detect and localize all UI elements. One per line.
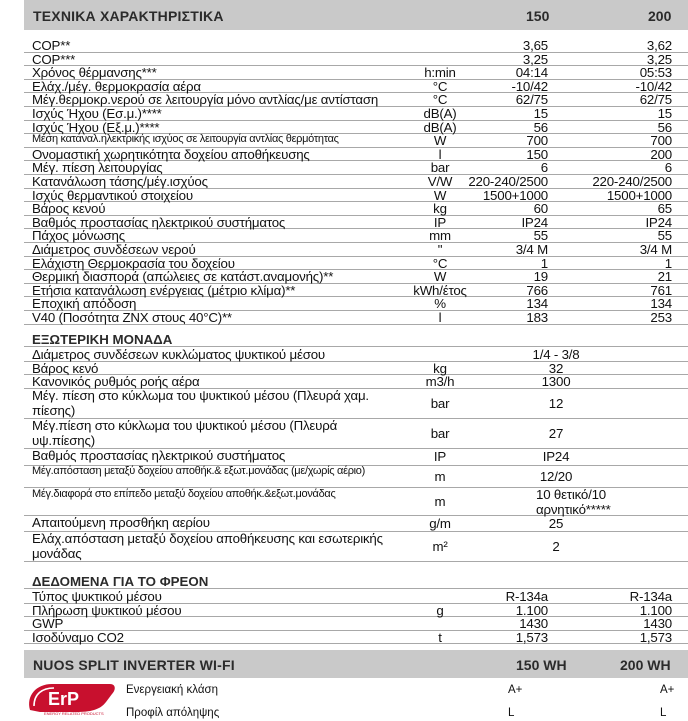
outdoor-value: 12 [548,395,564,411]
spec-value-200: 62/75 [639,92,672,108]
spec-label: Μέγ.θερμοκρ.νερού σε λειτουργία μόνο αντλίας/με αντίσταση [32,92,379,108]
outdoor-label: Απαιτούμενη προσθήκη αερίου [32,515,210,530]
section-heading-text: ΕΞΩΤΕΡΙΚΗ ΜΟΝΑΔΑ [32,332,173,347]
spec-value-150: 1 [540,255,548,271]
outdoor-label: Βάρος κενό [32,361,99,376]
outdoor-value: 25 [548,515,564,531]
spec-value-150: 62/75 [515,92,548,108]
spec-value-150: IP24 [521,214,548,230]
spec-value-150: 183 [526,310,548,325]
spec-label: Βαθμός προστασίας ηλεκτρικού συστήματος [32,214,286,230]
spec-label: COP** [32,38,71,53]
spec-label: V40 (Ποσότητα ZNX στους 40°C)** [32,310,232,325]
energy-label: Προφίλ απόληψης [126,707,220,719]
spec-row [24,160,688,175]
spec-row [24,133,688,148]
erp-logo-caption: ENERGY RELATED PRODUCTS [44,711,104,716]
spec-value-150: 220-240/2500 [468,174,548,189]
outdoor-row [24,347,688,362]
outdoor-unit: bar [430,395,450,411]
spec-value-200: 1 [664,255,672,271]
outdoor-unit: m [434,468,446,484]
spec-value-200: -10/42 [635,78,672,94]
spec-value-200: 200 [650,146,672,162]
outdoor-row [24,487,688,516]
section-heading-freon [24,572,688,589]
spec-unit: °C [432,78,448,94]
energy-label: Ενεργειακή κλάση [126,684,218,696]
spec-row [24,79,688,94]
outdoor-label: Μέγ.πίεση στο κύκλωμα του ψυκτικού μέσου (Πλευρά υψ.πίεσης) [32,418,338,448]
outdoor-row [24,361,688,375]
spec-value-200: 3/4 M [639,242,672,257]
outdoor-row [24,448,688,466]
spec-value-150: 56 [533,119,548,135]
spec-unit: dB(A) [423,119,457,135]
spec-value-150: 04:14 [515,65,548,81]
spec-row [24,201,688,216]
spec-value-200: IP24 [645,214,672,230]
freon-value-200: 1430 [643,616,672,631]
spec-unit: h:min [424,65,456,81]
spec-label: Μέγ. πίεση λειτουργίας [32,160,163,176]
freon-value-200: 1,573 [639,629,672,645]
outdoor-row [24,531,688,562]
freon-value-200: R-134a [629,589,672,604]
freon-row [24,616,688,631]
freon-row [24,589,688,604]
outdoor-label: Διάμετρος συνδέσεων κυκλώματος ψυκτικού μέσου [32,347,325,362]
energy-value-150: L [508,707,515,719]
spec-value-150: 150 [526,146,548,162]
spec-value-200: 3,25 [646,51,672,67]
freon-value-150: 1430 [519,616,548,631]
spec-row [24,269,688,284]
spec-value-200: 55 [657,228,672,244]
freon-label: Ισοδύναμο CO2 [32,629,124,645]
spec-unit: °C [432,92,448,108]
spec-value-150: 55 [533,228,548,244]
outdoor-unit: m² [432,538,448,554]
section-heading-text: ΔΕΔΟΜΕΝΑ ΓΙΑ ΤΟ ΦΡΕΟΝ [32,574,209,589]
spec-value-200: 21 [657,269,672,285]
outdoor-row [24,388,688,419]
outdoor-value: 1/4 - 3/8 [532,347,580,362]
freon-unit: t [438,629,442,645]
outdoor-value: 27 [548,425,564,441]
spec-label: Ισχύς θερμαντικού στοιχείου [32,187,193,203]
outdoor-row [24,374,688,389]
freon-unit: g [436,602,444,618]
spec-value-150: 3,25 [522,51,548,67]
spec-value-150: 3,65 [522,38,548,53]
spec-row [24,188,688,203]
outdoor-value: 1300 [541,374,571,389]
spec-value-150: 6 [540,160,548,176]
spec-value-150: 1500+1000 [482,187,548,203]
spec-value-150: 3/4 M [515,242,548,257]
outdoor-value: 32 [548,361,564,376]
spec-value-200: 220-240/2500 [592,174,672,189]
spec-label: Ελάχιστη Θερμοκρασία του δοχείου [32,255,235,271]
outdoor-unit: m [434,493,446,509]
spec-unit: " [437,242,443,257]
freon-label: GWP [32,616,64,631]
spec-unit: W [433,187,447,203]
outdoor-value: 10 θετικό/10 αρνητικό***** [536,487,611,517]
spec-unit: °C [432,255,448,271]
spec-label: Ελάχ./μέγ. θερμοκρασία αέρα [32,78,201,94]
spec-row [24,147,688,162]
spec-unit: V/W [427,174,453,189]
freon-value-150: 1.100 [515,602,548,618]
spec-value-200: 65 [657,201,672,217]
outdoor-value: IP24 [542,449,570,464]
column-header-150: 150 [526,8,550,24]
spec-unit: mm [429,228,451,244]
model-bar [24,650,688,678]
outdoor-label: Κανονικός ρυθμός ροής αέρα [32,374,200,389]
spec-row [24,228,688,243]
energy-value-150: A+ [508,684,523,696]
freon-row [24,630,688,645]
spec-row [24,283,688,298]
spec-label: Μέση καταναλ.ηλεκτρικής ισχύος σε λειτουργία αντλίας θερμότητας [32,133,339,146]
outdoor-value: 2 [552,538,560,554]
model-col2: 200 WH [620,657,671,673]
spec-label: Βάρος κενού [32,201,106,217]
section-title: ΤΕΧΝΙΚΑ ΧΑΡΑΚΤΗΡΙΣΤΙΚΑ [33,8,224,24]
spec-row [24,296,688,311]
outdoor-label: Μέγ.απόσταση μεταξύ δοχείου αποθήκ.& εξωτ.μονάδας (με/χωρίς αέριο) [32,465,365,477]
spec-label: Διάμετρος συνδέσεων νερού [32,242,196,257]
spec-label: Ισχύς Ήχου (Εξ.μ.)**** [32,119,160,135]
outdoor-row [24,418,688,449]
erp-logo [26,680,118,716]
erp-logo-text: ErP [48,689,80,709]
spec-value-150: 19 [533,269,548,285]
spec-value-150: 766 [526,282,548,298]
spec-value-200: 134 [650,296,672,312]
spec-row [24,174,688,189]
spec-unit: dB(A) [423,106,457,121]
spec-row [24,310,688,325]
outdoor-unit: g/m [429,515,451,531]
outdoor-row [24,465,688,488]
spec-label: Χρόνος θέρμανσης*** [32,65,157,81]
spec-label: Ισχύς Ήχου (Εσ.μ.)**** [32,106,162,121]
spec-unit: l [438,310,442,325]
spec-label: Εποχική απόδοση [32,296,137,312]
spec-value-200: 3,62 [646,38,672,53]
spec-unit: W [433,133,447,149]
spec-value-200: 05:53 [639,65,672,81]
spec-row [24,38,688,53]
spec-row [24,65,688,80]
spec-label: Πάχος μόνωσης [32,228,125,244]
spec-unit: % [434,296,446,312]
spec-value-150: 700 [526,133,548,149]
column-header-200: 200 [648,8,672,24]
outdoor-row [24,515,688,532]
spec-unit: IP [433,214,447,230]
spec-value-200: 6 [664,160,672,176]
spec-value-150: 60 [533,201,548,217]
outdoor-label: Μέγ. πίεση στο κύκλωμα του ψυκτικού μέσου (Πλευρά χαμ. πίεσης) [32,388,369,418]
freon-row [24,603,688,618]
freon-value-150: R-134a [505,589,548,604]
spec-label: Ετήσια κατανάλωση ενέργειας (μέτριο κλίμα)** [32,282,296,298]
outdoor-unit: IP [433,449,447,464]
energy-row [120,682,688,698]
spec-unit: kg [433,201,447,217]
spec-row [24,256,688,271]
model-title: NUOS SPLIT INVERTER WI-FI [33,657,235,673]
energy-value-200: A+ [660,684,675,696]
spec-row [24,120,688,135]
spec-value-200: 15 [657,106,672,121]
outdoor-unit: bar [430,425,450,441]
header-bar [24,0,688,30]
spec-value-150: 15 [533,106,548,121]
outdoor-value: 12/20 [539,468,573,484]
spec-label: COP*** [32,51,76,67]
spec-row [24,215,688,230]
freon-value-150: 1,573 [515,629,548,645]
outdoor-label: Μέγ.διαφορά στο επίπεδο μεταξύ δοχείου αποθήκ.&εξωτ.μονάδας [32,488,336,500]
spec-unit: bar [430,160,450,176]
spec-unit: kWh/έτος [413,282,467,298]
spec-value-200: 1500+1000 [606,187,672,203]
spec-value-150: -10/42 [511,78,548,94]
model-col1: 150 WH [516,657,567,673]
spec-row [24,106,688,121]
spec-label: Θερμική διασπορά (απώλειες σε κατάστ.αναμονής)** [32,269,334,285]
spec-value-200: 700 [650,133,672,149]
outdoor-label: Ελάχ.απόσταση μεταξύ δοχείου αποθήκευσης και εσωτερικής μονάδας [32,531,383,561]
spec-value-200: 761 [650,282,672,298]
spec-row [24,92,688,107]
outdoor-unit: kg [433,361,447,376]
spec-value-200: 56 [657,119,672,135]
freon-value-200: 1.100 [639,602,672,618]
spec-value-200: 253 [650,310,672,325]
outdoor-label: Βαθμός προστασίας ηλεκτρικού συστήματος [32,448,286,463]
freon-label: Πλήρωση ψυκτικού μέσου [32,602,182,618]
section-heading-outdoor [24,330,688,347]
energy-value-200: L [660,707,667,719]
outdoor-unit: m3/h [425,374,455,389]
spec-value-150: 134 [526,296,548,312]
spec-unit: W [433,269,447,285]
spec-label: Κατανάλωση τάσης/μέγ.ισχύος [32,174,208,189]
freon-label: Τύπος ψυκτικού μέσου [32,589,162,604]
spec-label: Ονομαστική χωρητικότητα δοχείου αποθήκευσης [32,146,310,162]
spec-row [24,52,688,67]
spec-unit: l [438,146,442,162]
spec-row [24,242,688,257]
energy-row [120,705,688,721]
